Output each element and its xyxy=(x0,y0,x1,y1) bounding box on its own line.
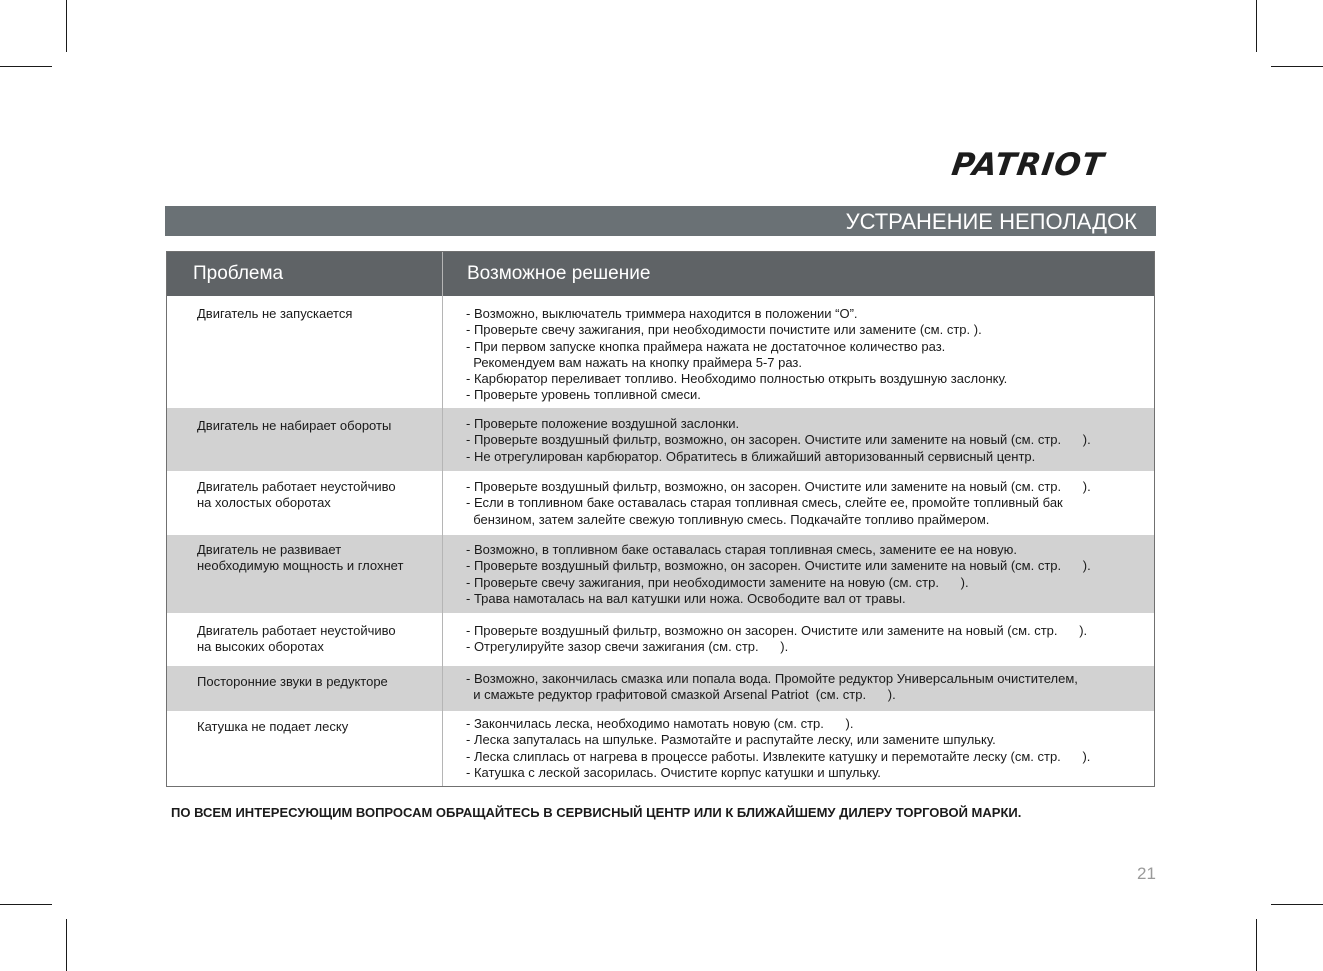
table-row xyxy=(167,408,1154,471)
problem-text: Двигатель работает неустойчиво xyxy=(197,623,396,638)
solution-item: - Леска слиплась от нагрева в процессе работы. Извлеките катушку и перемотайте леску (см. стр. ). xyxy=(466,748,1091,764)
problem-text: Двигатель работает неустойчиво xyxy=(197,479,396,494)
problem-text: на высоких оборотах xyxy=(197,639,324,655)
solution-item: - Карбюратор переливает топливо. Необходимо полностью открыть воздушную заслонку. xyxy=(466,371,1008,387)
problem-text: на холостых оборотах xyxy=(197,495,331,511)
crop-mark xyxy=(1256,0,1257,52)
solution-item: Рекомендуем вам нажать на кнопку праймера 5-7 раз. xyxy=(466,354,803,370)
solution-item: - Катушка с леской засорилась. Очистите корпус катушки и шпульку. xyxy=(466,764,881,780)
solution-item: - Возможно, закончилась смазка или попала вода. Промойте редуктор Универсальным очистителем, xyxy=(466,671,1078,686)
solution-item: бензином, затем залейте свежую топливную смесь. Подкачайте топливо праймером. xyxy=(466,511,990,527)
problem-text: Двигатель не развивает xyxy=(197,542,342,557)
problem-cell xyxy=(197,719,435,735)
table-row xyxy=(167,296,1154,408)
problem-cell xyxy=(197,479,435,512)
page-number: 21 xyxy=(1137,864,1156,883)
solution-item: - Закончилась леска, необходимо намотать новую (см. стр. ). xyxy=(466,716,854,731)
solution-item: - Проверьте воздушный фильтр, возможно, он засорен. Очистите или замените на новый (см. стр. ). xyxy=(466,479,1091,494)
solution-item: - Проверьте воздушный фильтр, возможно, он засорен. Очистите или замените на новый (см. стр. ). xyxy=(466,432,1091,448)
column-header-problem: Проблема xyxy=(193,263,284,284)
troubleshooting-table xyxy=(166,251,1155,787)
table-row xyxy=(167,535,1154,613)
solution-item: - Если в топливном баке оставалась старая топливная смесь, слейте ее, промойте топливный бак xyxy=(466,495,1063,511)
footer-note: ПО ВСЕМ ИНТЕРЕСУЮЩИМ ВОПРОСАМ ОБРАЩАЙТЕСЬ В СЕРВИСНЫЙ ЦЕНТР ИЛИ К БЛИЖАЙШЕМУ ДИЛЕРУ ТОРГОВОЙ МАРКИ. xyxy=(171,805,1022,820)
table-row xyxy=(167,711,1154,786)
crop-mark xyxy=(66,919,67,971)
crop-mark xyxy=(1256,919,1257,971)
section-title: УСТРАНЕНИЕ НЕПОЛАДОК xyxy=(845,209,1137,234)
solution-item: - Проверьте положение воздушной заслонки. xyxy=(466,416,740,431)
table-header xyxy=(167,252,1154,296)
table-row xyxy=(167,471,1154,535)
problem-cell xyxy=(197,306,435,322)
crop-mark xyxy=(1271,66,1323,67)
problem-cell xyxy=(197,674,435,690)
solution-list xyxy=(466,306,1152,404)
brand-logo: PATRIOT xyxy=(949,147,1107,183)
solution-item: - Возможно, выключатель триммера находится в положении “O”. xyxy=(466,306,858,321)
problem-text: Двигатель не запускается xyxy=(197,306,353,321)
solution-item: - Трава намоталась на вал катушки или ножа. Освободите вал от травы. xyxy=(466,590,906,606)
solution-list xyxy=(466,671,1152,704)
solution-list xyxy=(466,623,1152,656)
problem-cell xyxy=(197,542,435,575)
solution-item: - Проверьте воздушный фильтр, возможно он засорен. Очистите или замените на новый (см. стр. ). xyxy=(466,623,1088,638)
solution-item: - Проверьте воздушный фильтр, возможно, он засорен. Очистите или замените на новый (см. стр. ). xyxy=(466,558,1091,574)
problem-text: Посторонние звуки в редукторе xyxy=(197,674,388,689)
solution-item: - Возможно, в топливном баке оставалась старая топливная смесь, замените ее на новую. xyxy=(466,542,1017,557)
solution-item: - Проверьте свечу зажигания, при необходимости замените на новую (см. стр. ). xyxy=(466,574,969,590)
problem-text: Катушка не подает леску xyxy=(197,719,349,734)
solution-item: - Проверьте свечу зажигания, при необходимости почистите или замените (см. стр. ). xyxy=(466,322,982,338)
section-header xyxy=(165,206,1156,236)
table-row xyxy=(167,666,1154,711)
solution-list xyxy=(466,479,1152,528)
crop-mark xyxy=(1271,904,1323,905)
solution-item: и смажьте редуктор графитовой смазкой Arsenal Patriot (см. стр. ). xyxy=(466,687,896,703)
solution-item: - Отрегулируйте зазор свечи зажигания (см. стр. ). xyxy=(466,639,789,655)
crop-mark xyxy=(0,66,52,67)
solution-item: - При первом запуске кнопка праймера нажата не достаточное количество раз. xyxy=(466,338,946,354)
problem-text: Двигатель не набирает обороты xyxy=(197,418,392,433)
solution-list xyxy=(466,542,1152,607)
solution-item: - Проверьте уровень топливной смеси. xyxy=(466,387,701,403)
solution-list xyxy=(466,416,1152,465)
solution-list xyxy=(466,716,1152,781)
problem-cell xyxy=(197,418,435,434)
solution-item: - Не отрегулирован карбюратор. Обратитесь в ближайший авторизованный сервисный центр. xyxy=(466,448,1036,464)
solution-item: - Леска запуталась на шпульке. Размотайте и распутайте леску, или замените шпульку. xyxy=(466,732,996,748)
column-divider xyxy=(442,252,443,786)
problem-cell xyxy=(197,623,435,656)
crop-mark xyxy=(0,904,52,905)
crop-mark xyxy=(66,0,67,52)
problem-text: необходимую мощность и глохнет xyxy=(197,558,404,574)
column-header-solution: Возможное решение xyxy=(467,263,651,284)
table-row xyxy=(167,613,1154,666)
